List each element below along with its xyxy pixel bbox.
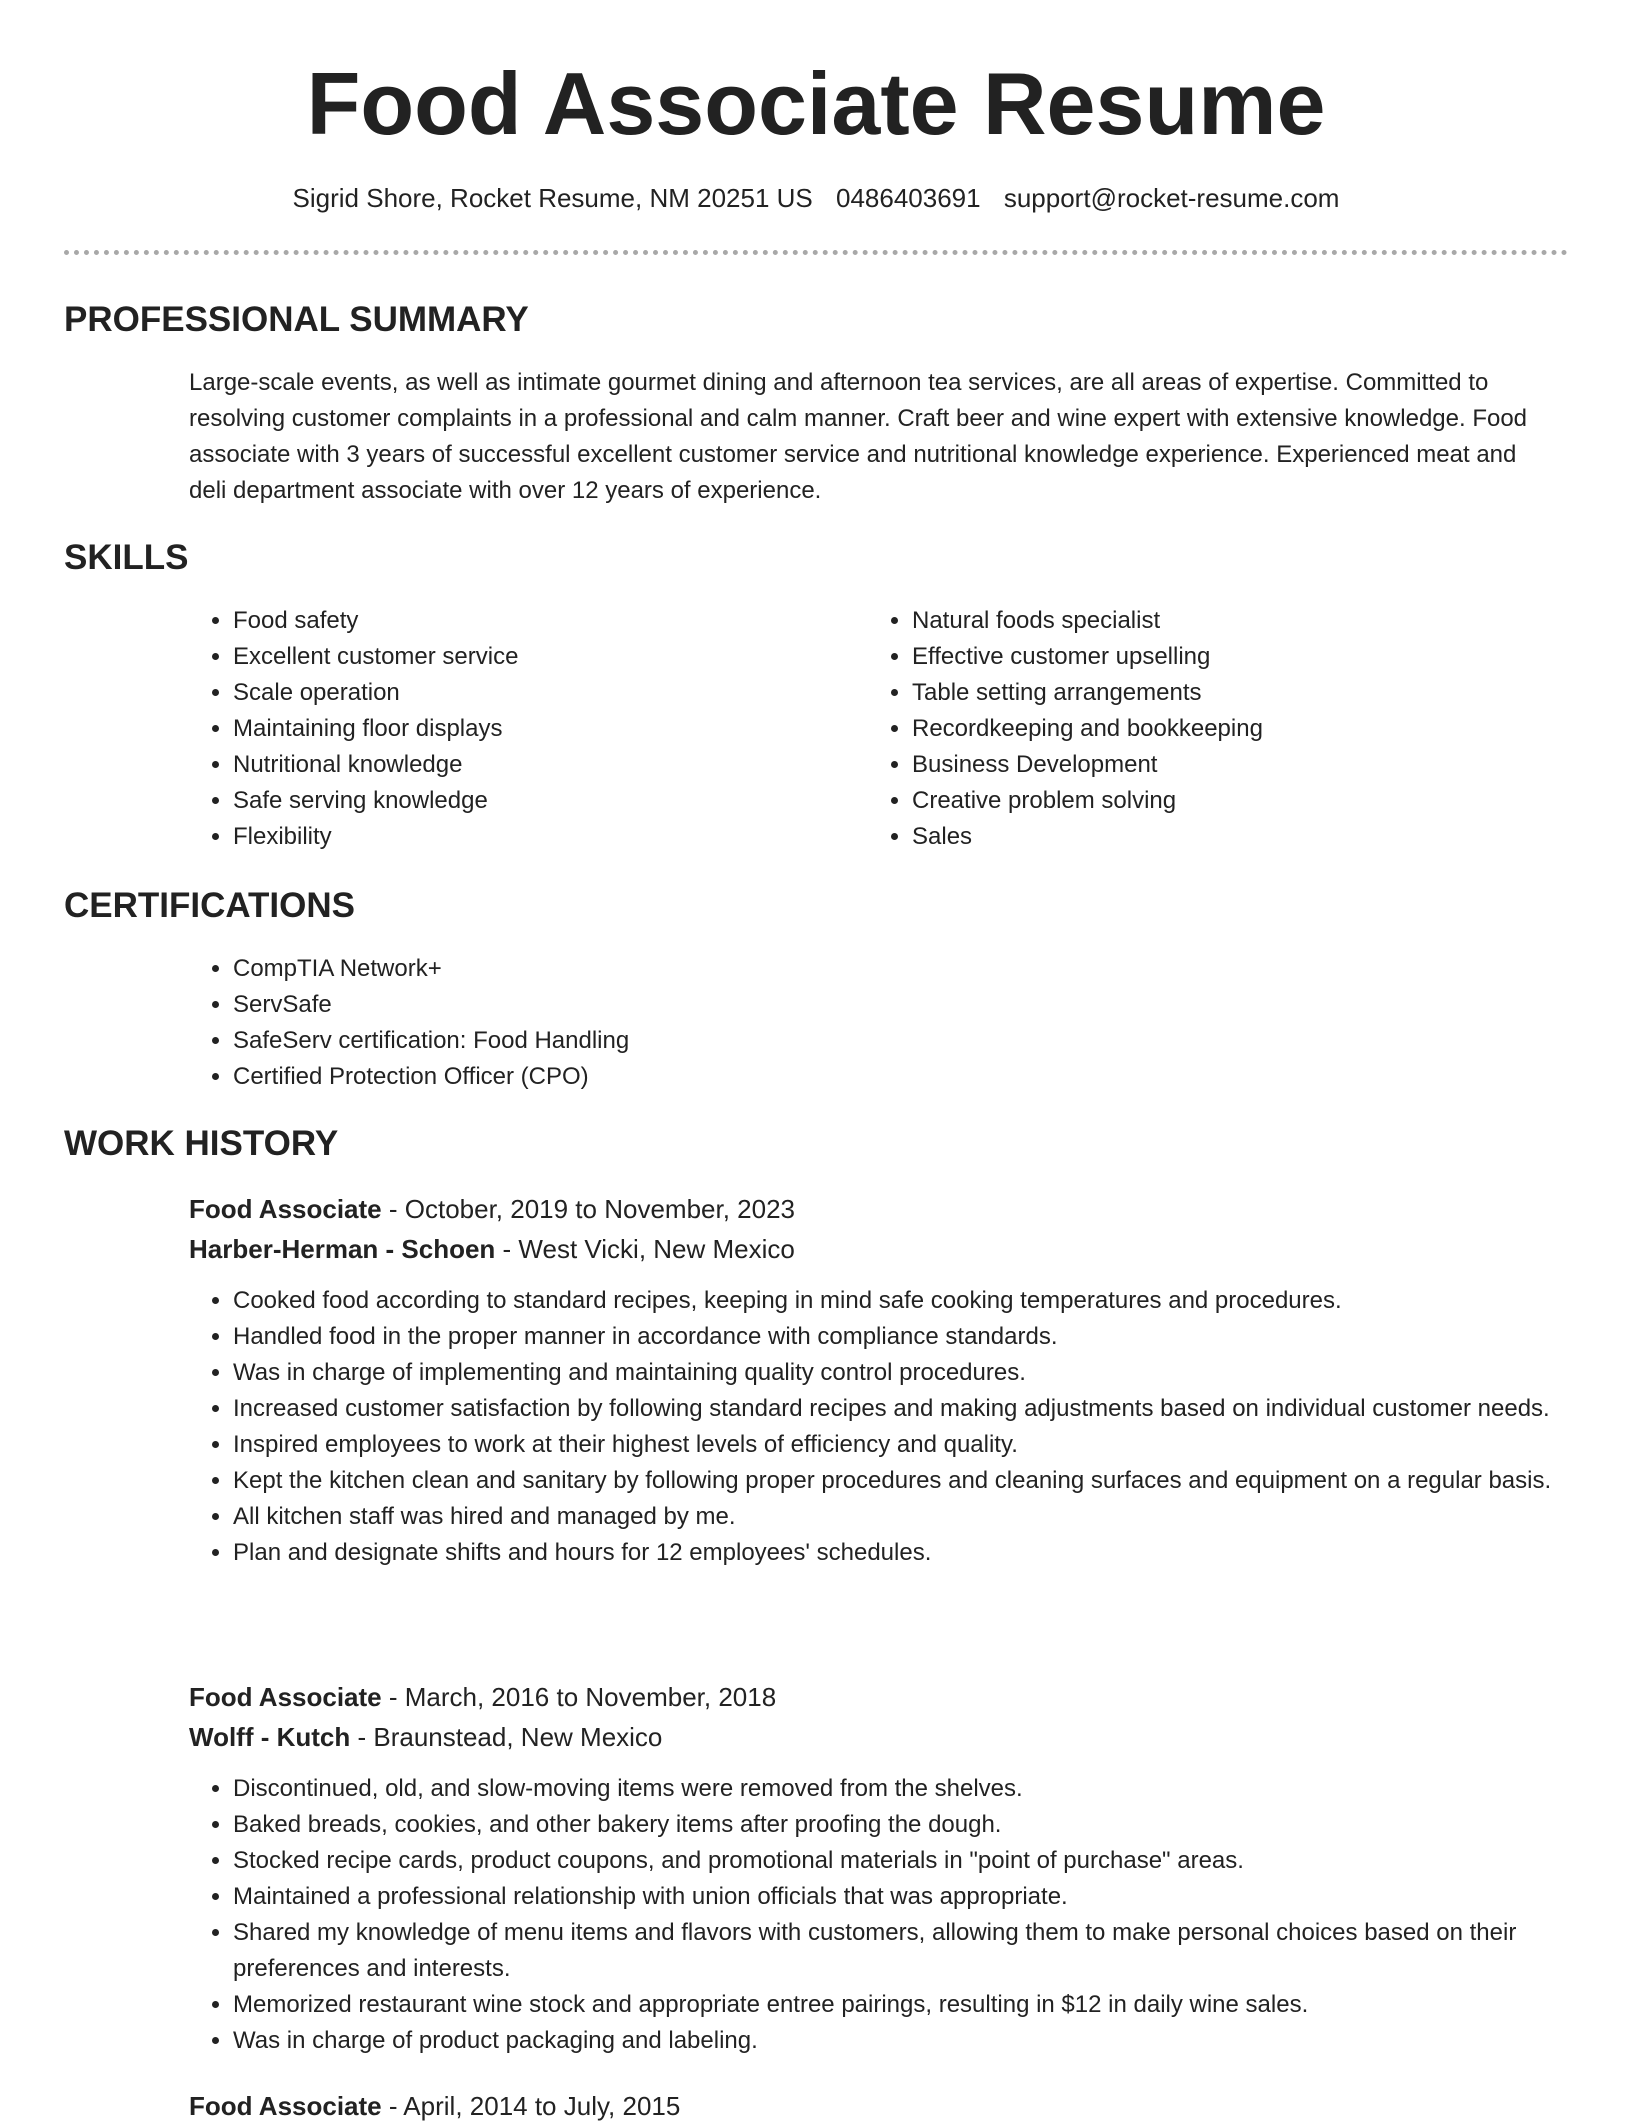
skills-list-left <box>189 603 853 855</box>
skill-item: • Food safety <box>233 603 853 639</box>
job-bullet: • All kitchen staff was hired and managed by me. <box>233 1499 1616 1535</box>
job-title: Food Associate <box>189 2091 382 2121</box>
job-title: Food Associate <box>189 1194 382 1224</box>
job-bullet: • Maintained a professional relationship with union officials that was appropriate. <box>233 1879 1616 1915</box>
skill-item: • Safe serving knowledge <box>233 783 853 819</box>
certification-item: • CompTIA Network+ <box>233 951 1589 987</box>
job-bullet: • Baked breads, cookies, and other bakery items after proofing the dough. <box>233 1807 1616 1843</box>
job-dates: - April, 2014 to July, 2015 <box>381 2091 681 2121</box>
skill-item: • Business Development <box>912 747 1572 783</box>
certification-item: • Certified Protection Officer (CPO) <box>233 1059 1589 1095</box>
job-dates: - October, 2019 to November, 2023 <box>381 1194 795 1224</box>
job-title-line <box>189 1677 776 1717</box>
job-bullet: • Plan and designate shifts and hours for 12 employees' schedules. <box>233 1535 1616 1571</box>
job-bullet: • Discontinued, old, and slow-moving items were removed from the shelves. <box>233 1771 1616 1807</box>
job-bullet: • Cooked food according to standard recipes, keeping in mind safe cooking temperatures and procedures. <box>233 1283 1616 1319</box>
job-title-line <box>189 2086 680 2126</box>
header-divider <box>64 250 1568 255</box>
contact-email[interactable]: support@rocket-resume.com <box>1003 183 1340 213</box>
job-bullet: • Memorized restaurant wine stock and appropriate entree pairings, resulting in $12 in daily wine sales. <box>233 1987 1616 2023</box>
skill-item: • Table setting arrangements <box>912 675 1572 711</box>
certification-item: • ServSafe <box>233 987 1589 1023</box>
skill-item: • Sales <box>912 819 1572 855</box>
skill-item: • Creative problem solving <box>912 783 1572 819</box>
job-bullet: • Stocked recipe cards, product coupons, and promotional materials in "point of purchase" areas. <box>233 1843 1616 1879</box>
job-bullets <box>189 1283 1616 1571</box>
job-title-line <box>189 1189 795 1229</box>
job-bullets <box>189 1771 1616 2059</box>
certifications-list <box>189 951 1589 1095</box>
section-title-summary: PROFESSIONAL SUMMARY <box>64 300 529 339</box>
skill-item: • Flexibility <box>233 819 853 855</box>
section-title-skills: SKILLS <box>64 538 189 577</box>
resume-title: Food Associate Resume <box>306 54 1326 153</box>
job-company-line <box>189 1717 662 1757</box>
job-dates: - March, 2016 to November, 2018 <box>381 1682 777 1712</box>
job-company-line <box>189 1229 795 1269</box>
contact-address: Sigrid Shore, Rocket Resume, NM 20251 US <box>292 183 813 213</box>
job-bullet: • Was in charge of implementing and maintaining quality control procedures. <box>233 1355 1616 1391</box>
job-title: Food Associate <box>189 1682 382 1712</box>
job-company: Harber-Herman - Schoen <box>189 1234 496 1264</box>
skill-item: • Effective customer upselling <box>912 639 1572 675</box>
contact-phone: 0486403691 <box>836 183 981 213</box>
job-bullet: • Was in charge of product packaging and labeling. <box>233 2023 1616 2059</box>
job-location: - West Vicki, New Mexico <box>495 1234 795 1264</box>
skill-item: • Natural foods specialist <box>912 603 1572 639</box>
job-bullet: • Shared my knowledge of menu items and flavors with customers, allowing them to make personal choices based on their preferences and interests. <box>233 1915 1616 1987</box>
job-bullet: • Kept the kitchen clean and sanitary by following proper procedures and cleaning surfaces and equipment on a regular basis. <box>233 1463 1616 1499</box>
skill-item: • Excellent customer service <box>233 639 853 675</box>
job-company: Wolff - Kutch <box>189 1722 351 1752</box>
summary-paragraph: Large-scale events, as well as intimate gourmet dining and afternoon tea services, are all areas of expertise. Committed to resolving customer complaints in a professional and calm manner. Craft beer and wine expert with extensive knowledge. Food associate with 3 years of successful excellent customer service and nutritional knowledge experience. Experienced meat and deli department associate with over 12 years of experience. <box>189 369 1528 504</box>
job-location: - Braunstead, New Mexico <box>350 1722 663 1752</box>
skill-item: • Nutritional knowledge <box>233 747 853 783</box>
certification-item: • SafeServ certification: Food Handling <box>233 1023 1589 1059</box>
job-bullet: • Inspired employees to work at their highest levels of efficiency and quality. <box>233 1427 1616 1463</box>
skill-item: • Scale operation <box>233 675 853 711</box>
job-bullet: • Increased customer satisfaction by following standard recipes and making adjustments based on individual customer needs. <box>233 1391 1616 1427</box>
job-bullet: • Handled food in the proper manner in accordance with compliance standards. <box>233 1319 1616 1355</box>
section-title-work-history: WORK HISTORY <box>64 1124 339 1163</box>
skills-list-right <box>868 603 1572 855</box>
skill-item: • Maintaining floor displays <box>233 711 853 747</box>
contact-line <box>0 178 1632 218</box>
skill-item: • Recordkeeping and bookkeeping <box>912 711 1572 747</box>
section-title-certifications: CERTIFICATIONS <box>64 886 356 925</box>
